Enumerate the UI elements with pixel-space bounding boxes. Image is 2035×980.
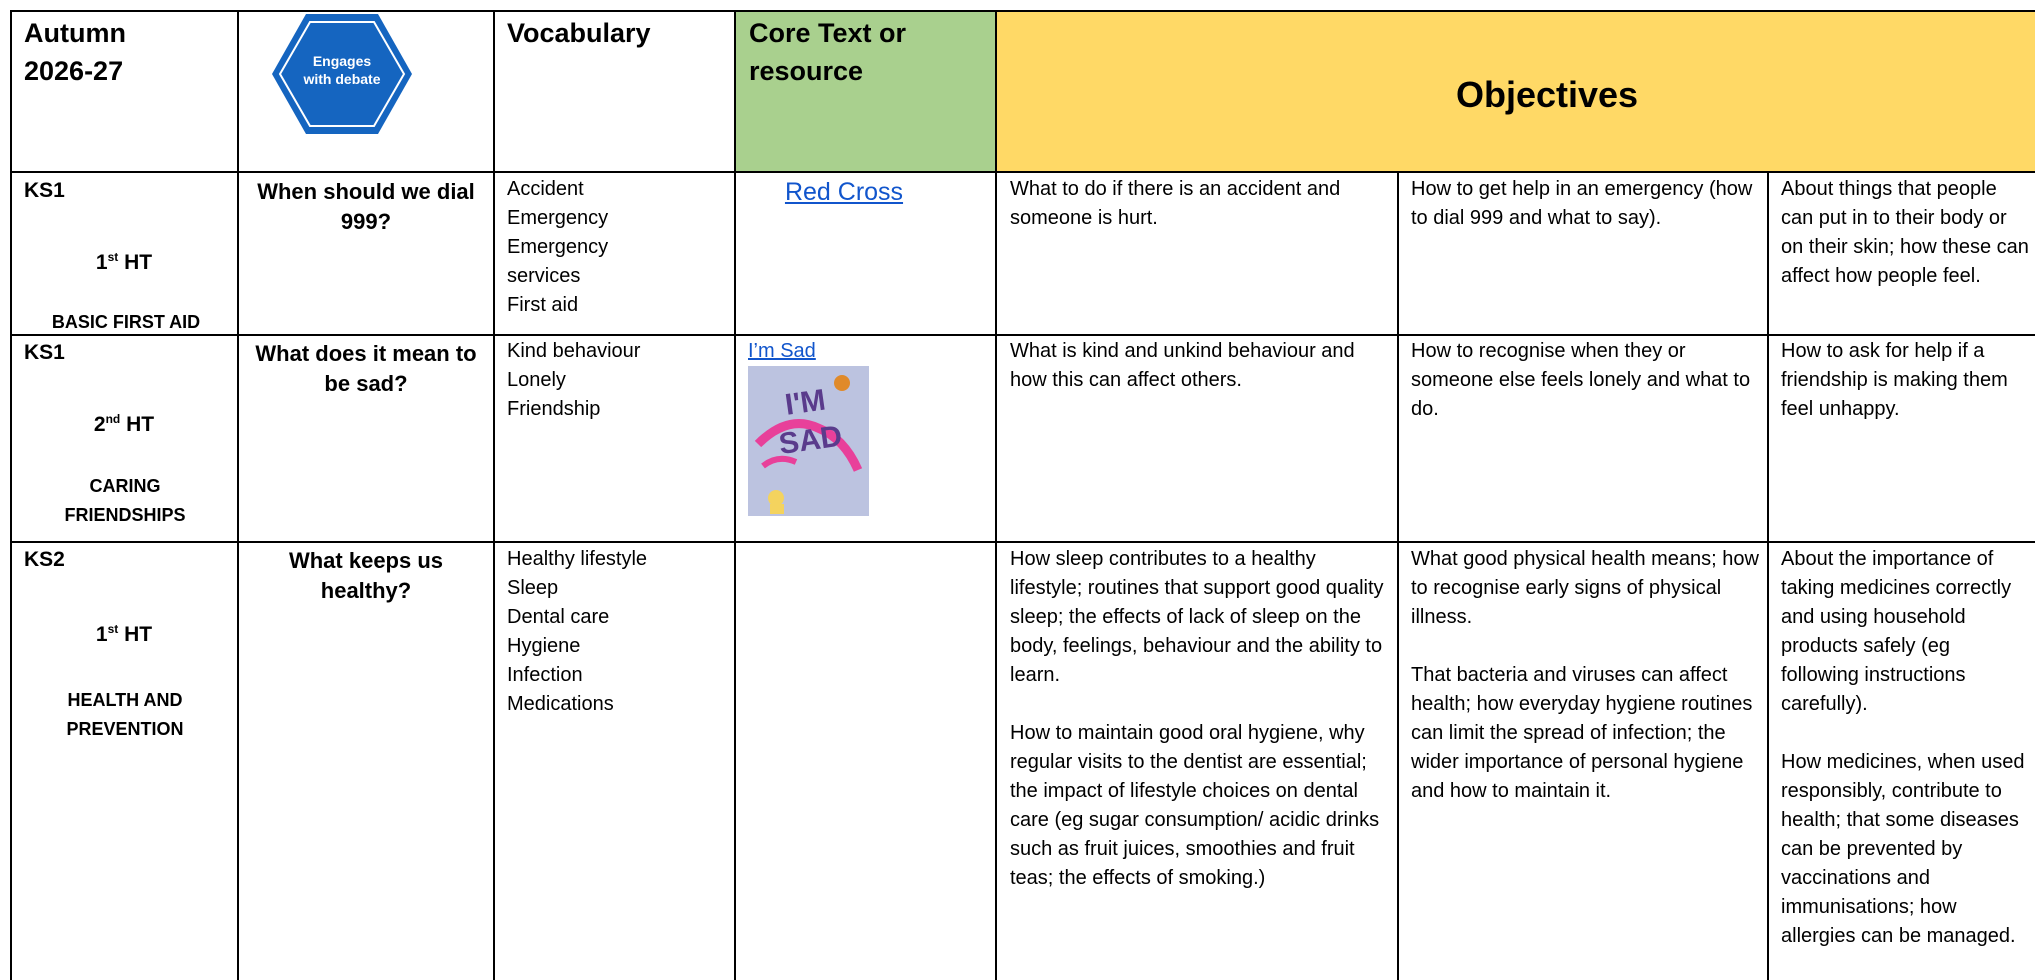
objective-cell: About things that people can put in to their body or on their skin; how these can affect how people feel. bbox=[1781, 178, 2029, 287]
half-term-suffix: st bbox=[107, 622, 119, 636]
grid-line bbox=[10, 10, 12, 980]
grid-line bbox=[995, 10, 997, 980]
grid-line bbox=[10, 171, 2035, 173]
half-term-label bbox=[24, 620, 224, 649]
objective-cell: How to get help in an emergency (how to dial 999 and what to say). bbox=[1411, 178, 1753, 229]
key-stage-label: KS2 bbox=[24, 548, 65, 571]
grid-line bbox=[1767, 172, 1769, 980]
vocabulary-heading: Vocabulary bbox=[507, 18, 651, 48]
resource-cell bbox=[737, 175, 951, 209]
half-term-word: HT bbox=[124, 623, 153, 646]
objective-cell: How to ask for help if a friendship is making them feel unhappy. bbox=[1781, 340, 2008, 420]
half-term-number: 1 bbox=[95, 623, 108, 646]
grid-line bbox=[493, 10, 495, 980]
half-term-word: HT bbox=[126, 413, 155, 436]
half-term-number: 1 bbox=[95, 251, 108, 274]
book-cover-image[interactable] bbox=[748, 366, 869, 516]
objective-cell: What is kind and unkind behaviour and how this can affect others. bbox=[1010, 340, 1355, 391]
core-text-heading: Core Text or resource bbox=[749, 18, 907, 86]
grid-line bbox=[10, 334, 2035, 336]
vocabulary-list: Healthy lifestyle Sleep Dental care Hygiene Infection Medications bbox=[507, 548, 648, 715]
grid-line bbox=[237, 10, 239, 980]
grid-line bbox=[1397, 172, 1399, 980]
badge-label: Engages with debate bbox=[303, 53, 381, 87]
im-sad-link[interactable]: I’m Sad bbox=[748, 340, 816, 362]
topic-question: What keeps us healthy? bbox=[288, 548, 444, 603]
half-term-label bbox=[24, 410, 224, 439]
grid-line bbox=[10, 541, 2035, 543]
grid-line bbox=[734, 10, 736, 980]
objectives-heading: Objectives bbox=[1455, 74, 1639, 115]
objective-cell: What to do if there is an accident and someone is hurt. bbox=[1010, 178, 1341, 229]
topic-theme: CARING FRIENDSHIPS bbox=[64, 476, 186, 525]
key-stage-label: KS1 bbox=[24, 179, 65, 202]
term-heading: Autumn 2026-27 bbox=[24, 18, 126, 86]
resource-cell bbox=[748, 337, 948, 366]
objective-cell: What good physical health means; how to recognise early signs of physical illness. That bacteria and viruses can affect health; how everyday hygiene routines can limit the spread of infection; the wider importance of personal hygiene and how to maintain it. bbox=[1411, 548, 1759, 802]
objective-cell: How to recognise when they or someone else feels lonely and what to do. bbox=[1411, 340, 1751, 420]
red-cross-link[interactable]: Red Cross bbox=[784, 178, 904, 206]
topic-question: When should we dial 999? bbox=[257, 179, 475, 234]
topic-question: What does it mean to be sad? bbox=[255, 341, 477, 396]
half-term-word: HT bbox=[124, 251, 153, 274]
objective-cell: How sleep contributes to a healthy lifestyle; routines that support good quality sleep; the effects of lack of sleep on the body, feelings, behaviour and the ability to learn. How to maintain good oral hygiene, why regular visits to the dentist are essential; the impact of lifestyle choices on dental care (eg sugar consumption/ acidic drinks such as fruit juices, smoothies and fruit teas; the effects of smoking.) bbox=[1010, 548, 1384, 889]
book-cover-title: I'M SAD bbox=[776, 383, 845, 462]
key-stage-label: KS1 bbox=[24, 341, 65, 364]
vocabulary-list: Accident Emergency Emergency services First aid bbox=[507, 178, 609, 316]
topic-theme: BASIC FIRST AID bbox=[51, 312, 201, 332]
topic-theme: HEALTH AND PREVENTION bbox=[66, 690, 184, 739]
half-term-number: 2 bbox=[93, 413, 106, 436]
vocabulary-list: Kind behaviour Lonely Friendship bbox=[507, 340, 641, 420]
half-term-label bbox=[24, 248, 224, 277]
objective-cell: About the importance of taking medicines correctly and using household products safely (eg following instructions carefully). How medicines, when used responsibly, contribute to health; that some diseases can be prevented by vaccinations and immunisations; how allergies can be managed. bbox=[1781, 548, 2025, 947]
half-term-suffix: st bbox=[107, 250, 119, 264]
half-term-suffix: nd bbox=[105, 412, 121, 426]
debate-badge bbox=[270, 12, 414, 136]
